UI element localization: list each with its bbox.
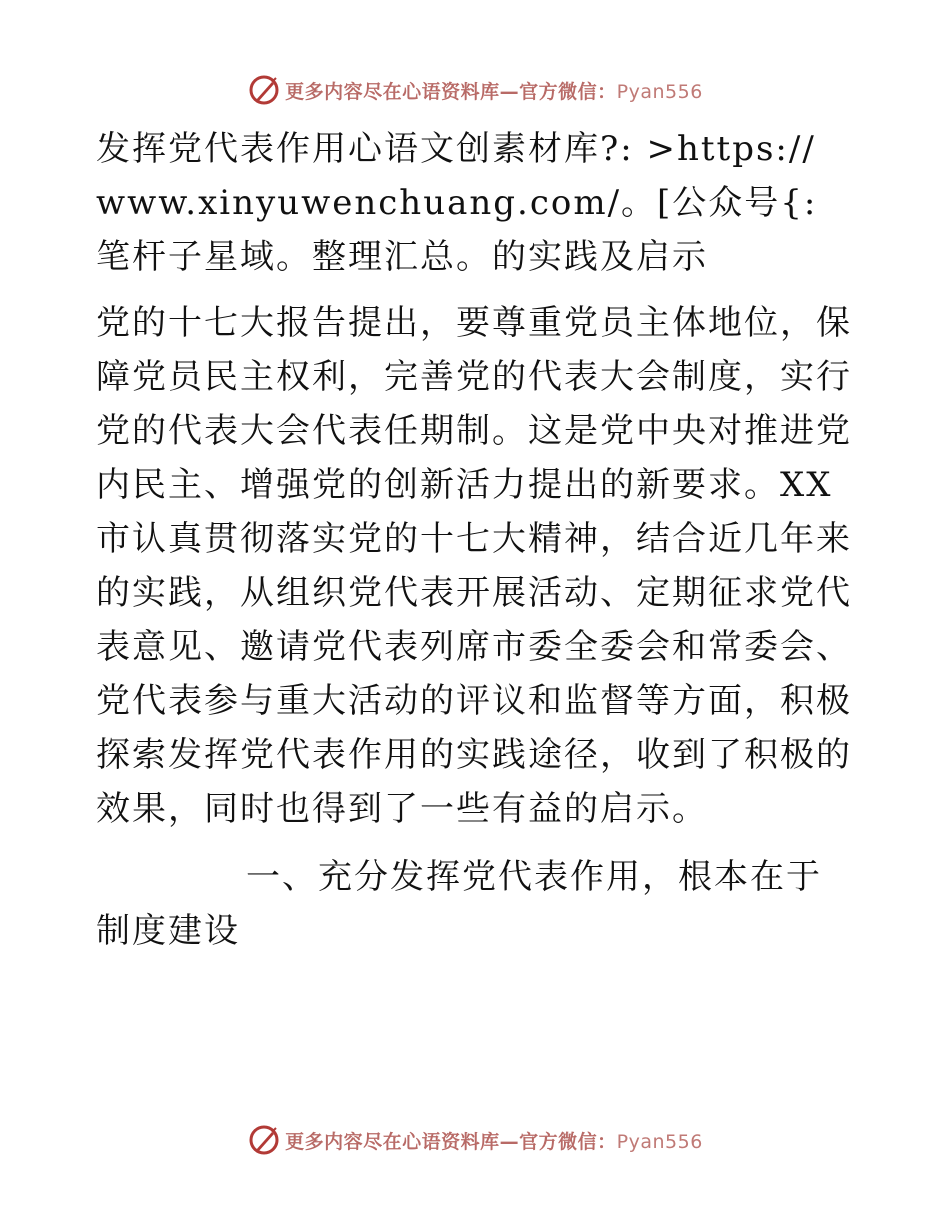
footer-watermark-banner [0,1120,950,1160]
header-watermark-banner [0,70,950,110]
wechat-id: Pyan556 [616,80,703,103]
quill-pen-logo-icon [247,73,281,107]
document-body [96,122,856,958]
section-heading: 一、充分发挥党代表作用，根本在于制度建设 [96,857,822,951]
banner-text: 更多内容尽在心语资料库—官方微信：Pyan556 [285,80,703,103]
banner-text: 更多内容尽在心语资料库—官方微信：Pyan556 [285,1130,703,1153]
wechat-id: Pyan556 [616,1130,703,1153]
document-title: 发挥党代表作用心语文创素材库?: >https:// www.xinyuwenchuang.com/。[公众号{: 笔杆子星域。整理汇总。的实践及启示 [96,129,818,277]
body-paragraph: 党的十七大报告提出，要尊重党员主体地位，保障党员民主权利，完善党的代表大会制度，实行党的代表大会代表任期制。这是党中央对推进党内民主、增强党的创新活力提出的新要求。XX市认真贯彻落实党的十七大精神，结合近几年来的实践，从组织党代表开展活动、定期征求党代表意见、邀请党代表列席市委全委会和常委会、党代表参与重大活动的评议和监督等方面，积极探索发挥党代表作用的实践途径，收到了积极的效果，同时也得到了一些有益的启示。 [96,303,852,829]
quill-pen-logo-icon [247,1123,281,1157]
